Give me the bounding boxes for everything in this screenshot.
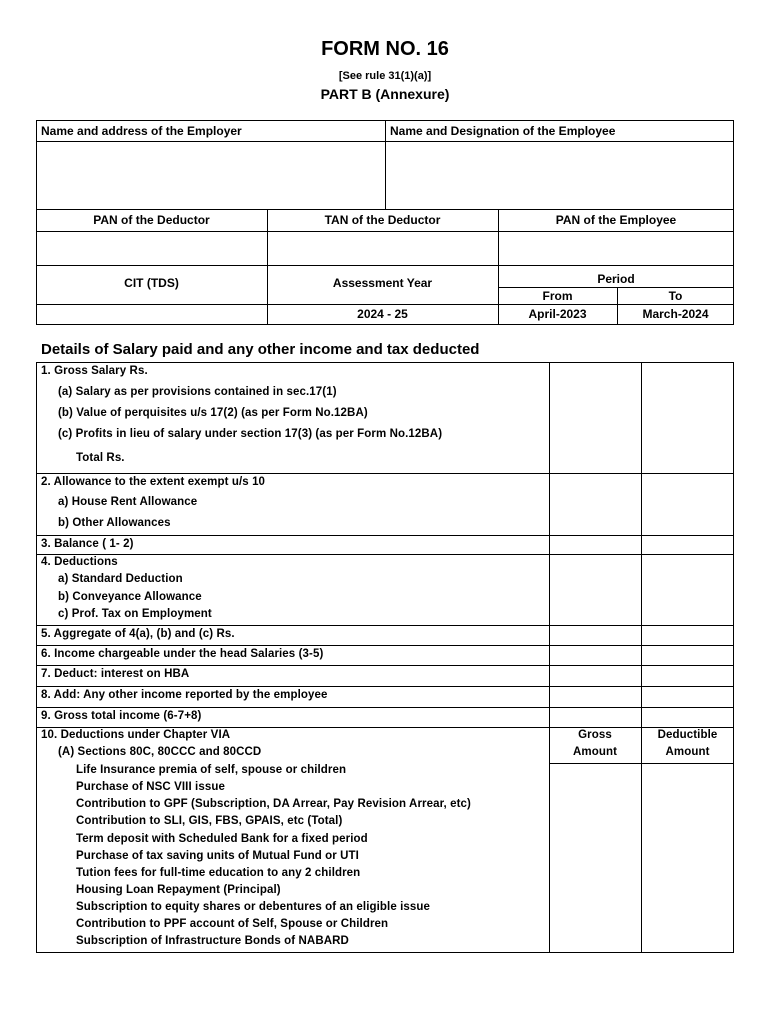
gross-salary-label: 1. Gross Salary Rs. bbox=[41, 365, 148, 377]
deductible-amount-header-line2: Amount bbox=[665, 746, 710, 758]
assessment-year-label: Assessment Year bbox=[332, 276, 433, 290]
standard-deduction-label: a) Standard Deduction bbox=[58, 573, 183, 585]
to-label: To bbox=[668, 289, 683, 303]
gross-salary-amount-cell[interactable] bbox=[550, 363, 640, 472]
period-from-value: April-2023 bbox=[528, 307, 587, 321]
total-label: Total Rs. bbox=[76, 452, 125, 464]
gross-salary-a-label: (a) Salary as per provisions contained in sec.17(1) bbox=[58, 386, 337, 398]
deduction-item: Contribution to SLI, GIS, FBS, GPAIS, etc (Total) bbox=[76, 815, 343, 827]
allowance-total-cell[interactable] bbox=[642, 474, 733, 534]
other-income-label: 8. Add: Any other income reported by the employee bbox=[41, 689, 328, 701]
balance-amount-cell[interactable] bbox=[642, 536, 733, 553]
gross-salary-total-cell[interactable] bbox=[642, 363, 733, 472]
conveyance-allowance-label: b) Conveyance Allowance bbox=[58, 591, 202, 603]
employee-field[interactable] bbox=[386, 142, 733, 208]
pan-deductor-label: PAN of the Deductor bbox=[93, 213, 210, 227]
part-title: PART B (Annexure) bbox=[320, 86, 450, 102]
deduction-item: Subscription to equity shares or debentures of an eligible issue bbox=[76, 901, 431, 913]
deductions-label: 4. Deductions bbox=[41, 556, 118, 568]
cit-label: CIT (TDS) bbox=[124, 276, 179, 290]
deduction-item: Term deposit with Scheduled Bank for a fixed period bbox=[76, 833, 368, 845]
deductible-amount-header-line1: Deductible bbox=[657, 729, 718, 741]
hba-label: 7. Deduct: interest on HBA bbox=[41, 668, 190, 680]
aggregate-label: 5. Aggregate of 4(a), (b) and (c) Rs. bbox=[41, 628, 235, 640]
from-label: From bbox=[542, 289, 573, 303]
rule-reference: [See rule 31(1)(a)] bbox=[338, 70, 432, 82]
gross-salary-c-label: (c) Profits in lieu of salary under section 17(3) (as per Form No.12BA) bbox=[58, 428, 443, 440]
allowance-label: 2. Allowance to the extent exempt u/s 10 bbox=[41, 476, 266, 488]
gross-salary-b-label: (b) Value of perquisites u/s 17(2) (as per Form No.12BA) bbox=[58, 407, 368, 419]
deduction-item: Tution fees for full-time education to any 2 children bbox=[76, 867, 361, 879]
period-label: Period bbox=[597, 272, 635, 286]
deduction-item: Purchase of NSC VIII issue bbox=[76, 781, 225, 793]
gross-amount-header-line2: Amount bbox=[572, 746, 618, 758]
period-to-value: March-2024 bbox=[642, 307, 709, 321]
form-title: FORM NO. 16 bbox=[321, 38, 449, 60]
allowance-amount-cell[interactable] bbox=[550, 474, 640, 534]
tan-deductor-field[interactable] bbox=[268, 232, 497, 264]
deductions-amount-cell[interactable] bbox=[550, 555, 640, 624]
deduction-item: Contribution to PPF account of Self, Spouse or Children bbox=[76, 918, 389, 930]
deduction-item: Purchase of tax saving units of Mutual Fund or UTI bbox=[76, 850, 359, 862]
tan-deductor-label: TAN of the Deductor bbox=[324, 213, 441, 227]
employer-field[interactable] bbox=[37, 142, 384, 208]
income-salaries-label: 6. Income chargeable under the head Salaries (3-5) bbox=[41, 648, 324, 660]
sec-80c-label: (A) Sections 80C, 80CCC and 80CCD bbox=[58, 746, 262, 758]
chapter-via-gross-cell[interactable] bbox=[550, 764, 640, 952]
hba-amount-cell[interactable] bbox=[642, 666, 733, 685]
gross-total-label: 9. Gross total income (6-7+8) bbox=[41, 710, 202, 722]
pan-employee-field[interactable] bbox=[499, 232, 733, 264]
employee-label: Name and Designation of the Employee bbox=[390, 124, 616, 138]
employer-label: Name and address of the Employer bbox=[41, 124, 242, 138]
deduction-item: Contribution to GPF (Subscription, DA Arrear, Pay Revision Arrear, etc) bbox=[76, 798, 471, 810]
assessment-year-value: 2024 - 25 bbox=[357, 307, 408, 321]
pan-deductor-field[interactable] bbox=[37, 232, 266, 264]
deduction-item: Subscription of Infrastructure Bonds of NABARD bbox=[76, 935, 349, 947]
hra-label: a) House Rent Allowance bbox=[58, 496, 198, 508]
prof-tax-label: c) Prof. Tax on Employment bbox=[58, 608, 212, 620]
gross-total-amount-cell[interactable] bbox=[642, 708, 733, 726]
aggregate-amount-cell[interactable] bbox=[642, 626, 733, 644]
pan-employee-label: PAN of the Employee bbox=[555, 213, 677, 227]
details-heading: Details of Salary paid and any other income and tax deducted bbox=[41, 341, 480, 358]
other-allowances-label: b) Other Allowances bbox=[58, 517, 171, 529]
income-salaries-amount-cell[interactable] bbox=[642, 646, 733, 664]
other-income-amount-cell[interactable] bbox=[642, 687, 733, 706]
gross-amount-header-line1: Gross bbox=[578, 729, 612, 741]
deduction-item: Housing Loan Repayment (Principal) bbox=[76, 884, 281, 896]
balance-label: 3. Balance ( 1- 2) bbox=[41, 538, 134, 550]
chapter-via-deductible-cell[interactable] bbox=[642, 764, 733, 952]
chapter-via-label: 10. Deductions under Chapter VIA bbox=[41, 729, 231, 741]
deduction-item: Life Insurance premia of self, spouse or children bbox=[76, 764, 347, 776]
